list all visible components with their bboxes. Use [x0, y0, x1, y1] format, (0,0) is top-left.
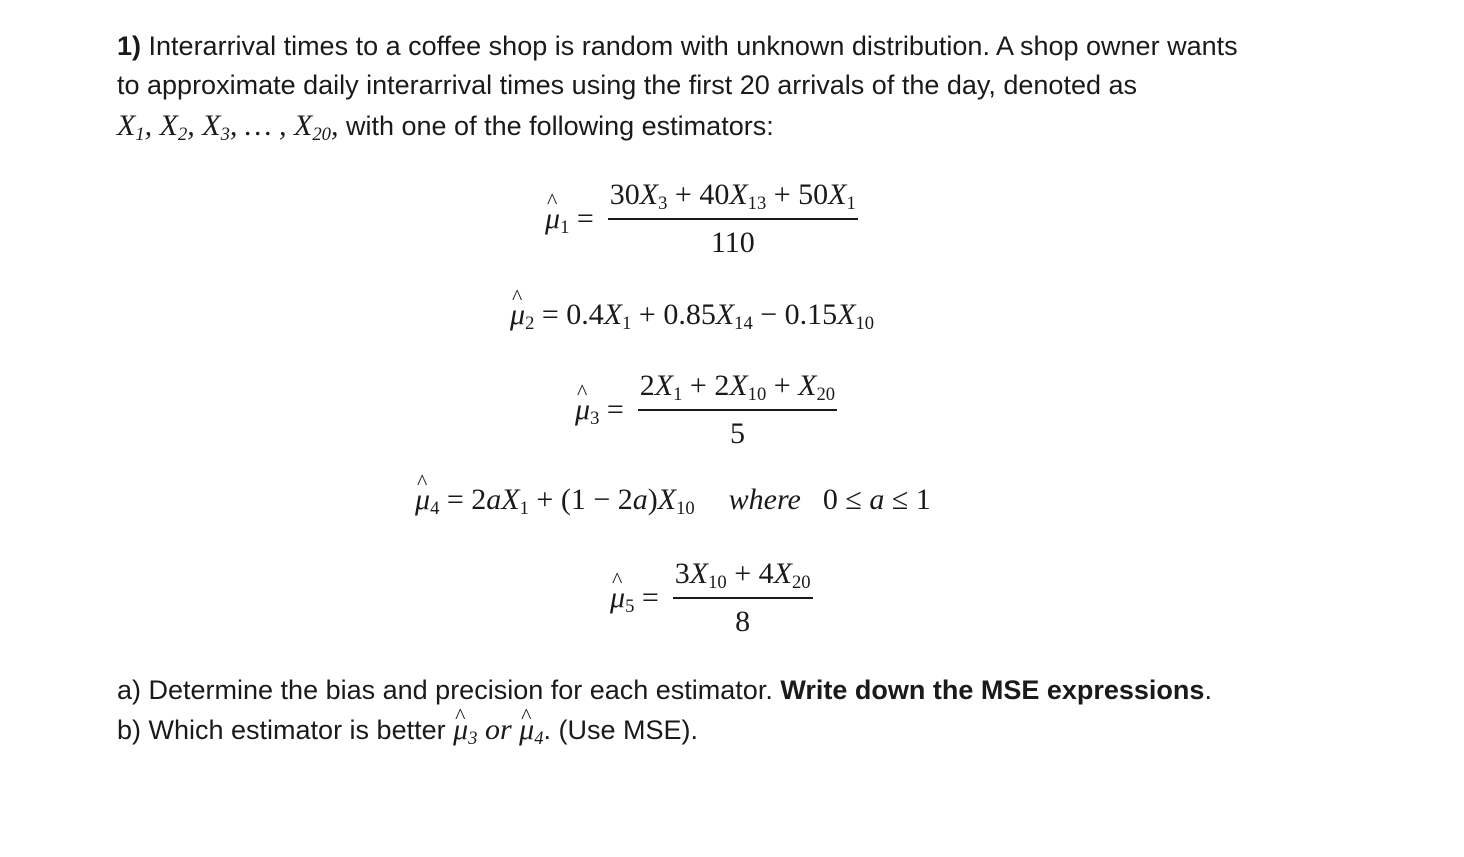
- mu3-numerator: $2X_1 + 2X_{10} + X_{20}$: [639, 369, 836, 406]
- problem-line-2: to approximate daily interarrival times using the first 20 arrivals of the day, denoted as: [117, 70, 1138, 100]
- sample-sequence: $X_1$, $X_2$, $X_3$, … , $X_{20}$,: [117, 109, 339, 146]
- question-a: a) Determine the bias and precision for each estimator. Write down the MSE expressions.: [117, 675, 1212, 705]
- question-b: b) Which estimator is better ^ $\mu_3$ or ^ $\mu_4$. (Use MSE).: [117, 710, 1407, 750]
- mu5-denominator: 8: [735, 605, 751, 638]
- problem-text-3: with one of the following estimators:: [345, 111, 774, 141]
- mu4-constraint: 0 ≤ a ≤ 1: [822, 483, 931, 516]
- estimator-mu3: ^ $\mu_3$ = $\frac{2X_1 + 2X_{10} + X_{20}}{5}$: [575, 369, 837, 451]
- problem-text-1: Interarrival times to a coffee shop is random with unknown distribution. A shop owner wants: [148, 31, 1238, 61]
- estimator-mu5: ^ $\mu_5$ = $\frac{3X_{10} + 4X_{20}}{8}$: [610, 557, 813, 639]
- mu5-numerator: $3X_{10} + 4X_{20}$: [674, 557, 811, 594]
- estimator-mu1: ^ $\mu_1$ = $\frac{30X_3 + 40X_{13} + 50X_1}{110}$: [545, 178, 858, 260]
- estimator-mu2: ^ $\mu_2 = 0.4X_1 + 0.85X_{14} - 0.15X_{10}$: [510, 298, 874, 332]
- problem-number: 1): [117, 31, 142, 61]
- mu4-where: where: [728, 483, 801, 516]
- mu1-denominator: 110: [710, 226, 755, 259]
- mu1-numerator: $30X_3 + 40X_{13} + 50X_1$: [609, 178, 856, 215]
- question-a-text: a) Determine the bias and precision for each estimator.: [117, 675, 781, 705]
- mu3-denominator: 5: [729, 417, 745, 450]
- question-a-bold: Write down the MSE expressions: [780, 675, 1205, 705]
- question-b-text: b) Which estimator is better: [117, 715, 454, 745]
- question-b-or: or: [484, 713, 512, 746]
- estimator-mu4: ^ $\mu_4 = 2aX_1 + (1 - 2a)X_{10}$ where 0 ≤ a ≤ 1: [415, 483, 931, 517]
- problem-line-1: [117, 27, 1407, 66]
- problem-line-3: [117, 106, 1407, 146]
